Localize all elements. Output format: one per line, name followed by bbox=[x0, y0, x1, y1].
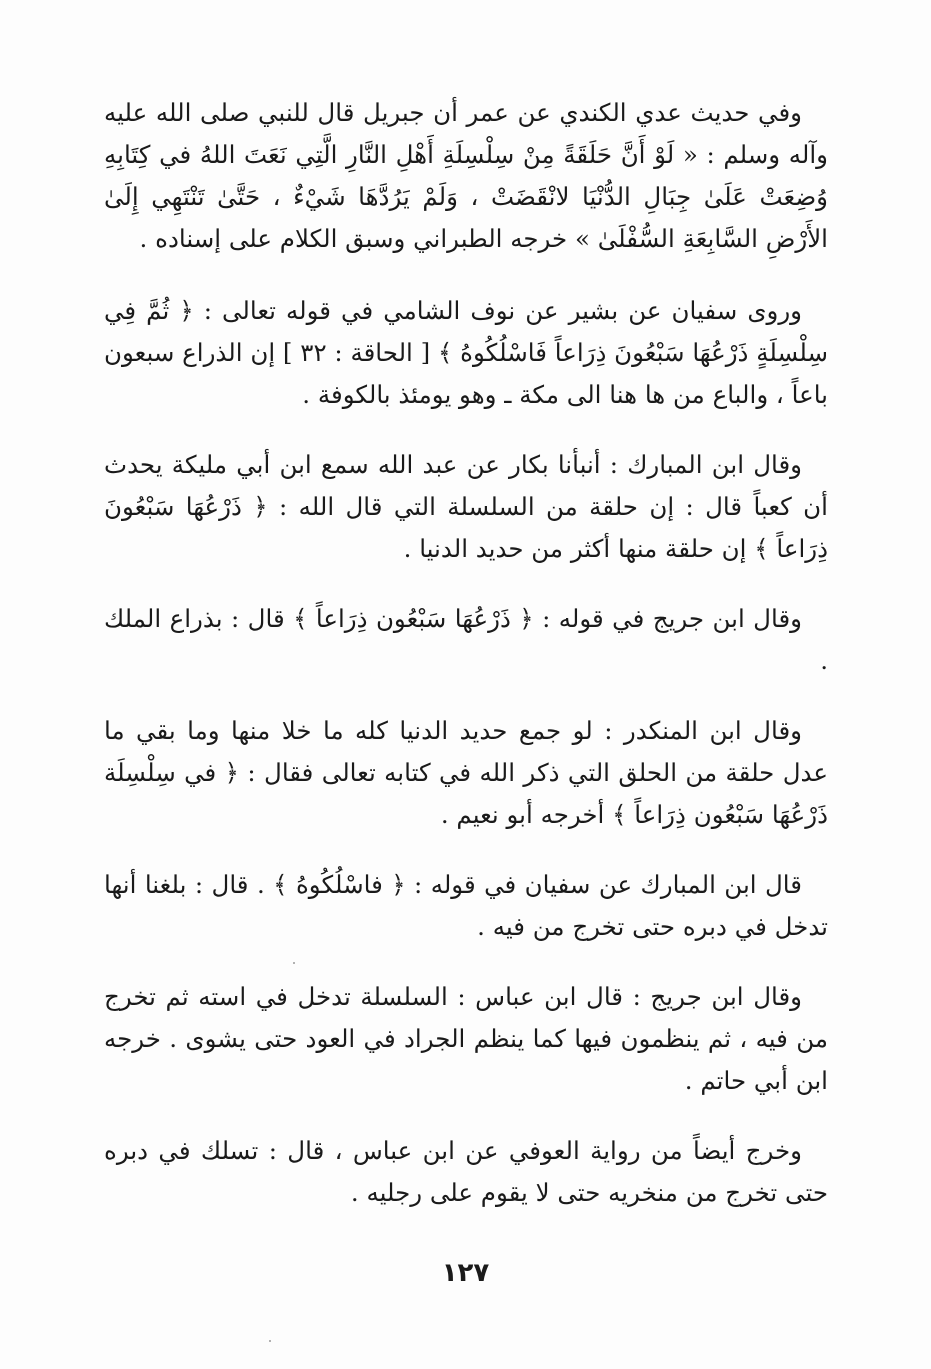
page-number: ١٢٧ bbox=[441, 1258, 490, 1288]
paragraph-sufyan-nawf: وروى سفيان عن بشير عن نوف الشامي في قوله تعالى : ﴿ ثُمَّ فِي سِلْسِلَةٍ ذَرْعُهَا سَبْعُونَ ذِرَاعاً فَاسْلُكُوهُ ﴾ [ الحاقة : ٣٢ ] إن الذراع سبعون باعاً ، والباع من ها هنا الى مكة ـ وهو يومئذ بالكوفة . bbox=[103, 296, 828, 409]
scan-speck bbox=[269, 1340, 271, 1342]
paragraph-ibn-al-mubarak-kaab: وقال ابن المبارك : أنبأنا بكار عن عبد الله سمع ابن أبي مليكة يحدث أن كعباً قال : إن حلقة من السلسلة التي قال الله : ﴿ ذَرْعُهَا سَبْعُونَ ذِرَاعاً ﴾ إن حلقة منها أكثر من حديد الدنيا . bbox=[104, 450, 828, 563]
paragraph-awfi-ibn-abbas: وخرج أيضاً من رواية العوفي عن ابن عباس ، قال : تسلك في دبره حتى تخرج من منخريه حتى لا يقوم على رجليه . bbox=[104, 1136, 828, 1207]
scan-speck bbox=[293, 962, 295, 964]
paragraph-ibn-al-munkadir: وقال ابن المنكدر : لو جمع حديد الدنيا كله ما خلا منها وما بقي ما عدل حلقة من الحلق التي ذكر الله في كتابه تعالى فقال : ﴿ في سِلْسِلَة ذَرْعُهَا سَبْعُون ذِرَاعاً ﴾ أخرجه أبو نعيم . bbox=[104, 716, 828, 829]
page-body-text bbox=[104, 92, 828, 1242]
paragraph-ibn-al-mubarak-sufyan: قال ابن المبارك عن سفيان في قوله : ﴿ فاسْلُكُوهُ ﴾ . قال : بلغنا أنها تدخل في دبره حتى تخرج من فيه . bbox=[104, 870, 828, 941]
paragraph-hadith-adi-al-kindi: وفي حديث عدي الكندي عن عمر أن جبريل قال للنبي صلى الله عليه وآله وسلم : « لَوْ أَنَّ حَلَقَةً مِنْ سِلْسِلَةِ أَهْلِ النَّارِ الَّتِي نَعَتَ اللهُ في كِتَابِهِ وُضِعَتْ عَلَىٰ جِبَالِ الدُّنْيَا لانْقَضَتْ ، وَلَمْ يَرُدَّهَا شَيْءٌ ، حَتَّىٰ تَنْتَهِي إِلَىٰ الأَرْضِ السَّابِعَةِ السُّفْلَىٰ » خرجه الطبراني وسبق الكلام على إسناده . bbox=[104, 98, 828, 253]
paragraph-ibn-jurayj-ibn-abbas: وقال ابن جريج : قال ابن عباس : السلسلة تدخل في استه ثم تخرج من فيه ، ثم ينظمون فيها كما ينظم الجراد في العود حتى يشوى . خرجه ابن أبي حاتم . bbox=[104, 982, 828, 1095]
paragraph-ibn-jurayj-dhira: وقال ابن جريج في قوله : ﴿ ذَرْعُهَا سَبْعُون ذِرَاعاً ﴾ قال : بذراع الملك . bbox=[104, 604, 828, 675]
